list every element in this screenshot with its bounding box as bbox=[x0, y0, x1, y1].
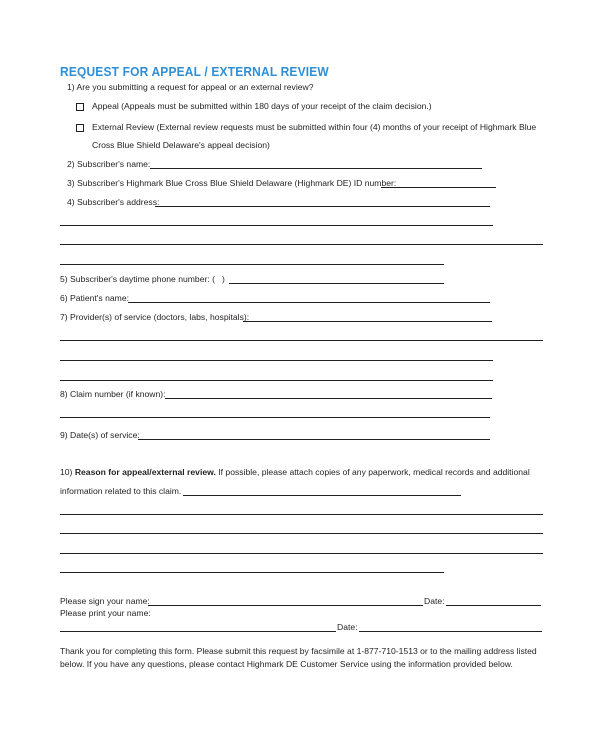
subscriber-address-field[interactable] bbox=[155, 206, 490, 207]
appeal-checkbox[interactable] bbox=[76, 103, 84, 111]
q10-num: 10) bbox=[60, 467, 73, 477]
providers-line-2[interactable] bbox=[60, 340, 543, 341]
print-date-field[interactable] bbox=[359, 631, 542, 632]
reason-line-3[interactable] bbox=[60, 533, 543, 534]
q9-label: 9) Date(s) of service: bbox=[60, 430, 140, 440]
q4-label: 4) Subscriber's address: bbox=[67, 197, 160, 207]
subscriber-address-line-3[interactable] bbox=[60, 244, 543, 245]
appeal-option-label: Appeal (Appeals must be submitted within 180 days of your receipt of the claim decision.) bbox=[92, 101, 432, 111]
q6-label: 6) Patient's name: bbox=[60, 293, 129, 303]
q10-label bbox=[60, 467, 530, 478]
reason-field[interactable] bbox=[183, 495, 461, 496]
sign-date-label: Date: bbox=[424, 596, 445, 606]
reason-line-4[interactable] bbox=[60, 553, 543, 554]
reason-line-5[interactable] bbox=[60, 572, 444, 573]
form-title: REQUEST FOR APPEAL / EXTERNAL REVIEW bbox=[60, 64, 329, 79]
providers-line-4[interactable] bbox=[60, 380, 493, 381]
providers-line-3[interactable] bbox=[60, 360, 493, 361]
q8-label: 8) Claim number (if known): bbox=[60, 389, 166, 399]
q3-label: 3) Subscriber's Highmark Blue Cross Blue Shield Delaware (Highmark DE) ID number: bbox=[67, 178, 397, 188]
footer-text-1: Thank you for completing this form. Please submit this request by facsimile at 1-877-710-1513 or to the mailing address listed bbox=[60, 646, 537, 656]
subscriber-name-field[interactable] bbox=[150, 168, 482, 169]
sign-date-field[interactable] bbox=[446, 605, 541, 606]
q10-rest: If possible, please attach copies of any paperwork, medical records and additional bbox=[218, 467, 530, 477]
q2-label: 2) Subscriber's name: bbox=[67, 159, 151, 169]
providers-field[interactable] bbox=[243, 321, 492, 322]
footer-text-2: below. If you have any questions, please contact Highmark DE Customer Service using the information provided below. bbox=[60, 659, 513, 669]
sign-label: Please sign your name: bbox=[60, 596, 150, 606]
q10-label-cont: information related to this claim. bbox=[60, 486, 182, 496]
daytime-phone-field[interactable] bbox=[229, 283, 444, 284]
signature-field[interactable] bbox=[148, 605, 423, 606]
dates-of-service-field[interactable] bbox=[138, 439, 490, 440]
print-date-label: Date: bbox=[337, 622, 358, 632]
q5-label: 5) Subscriber's daytime phone number: ( bbox=[60, 274, 215, 284]
q5-paren: ) bbox=[222, 274, 225, 284]
printed-name-field[interactable] bbox=[60, 631, 336, 632]
subscriber-address-line-2[interactable] bbox=[60, 225, 493, 226]
q1-label: 1) Are you submitting a request for appeal or an external review? bbox=[67, 82, 314, 92]
external-review-checkbox[interactable] bbox=[76, 124, 84, 132]
q10-bold: Reason for appeal/external review. bbox=[74, 467, 216, 477]
external-review-option-label-cont: Cross Blue Shield Delaware's appeal decision) bbox=[92, 140, 270, 150]
q7-label: 7) Provider(s) of service (doctors, labs, hospitals): bbox=[60, 312, 250, 322]
reason-line-2[interactable] bbox=[60, 514, 543, 515]
patient-name-field[interactable] bbox=[128, 302, 490, 303]
subscriber-address-line-4[interactable] bbox=[60, 264, 444, 265]
external-review-option-label: External Review (External review requests must be submitted within four (4) months of your receipt of Highmark Blue bbox=[92, 122, 537, 132]
claim-number-field[interactable] bbox=[165, 398, 492, 399]
print-label: Please print your name: bbox=[60, 608, 151, 618]
subscriber-id-field[interactable] bbox=[381, 187, 496, 188]
claim-number-line-2[interactable] bbox=[60, 417, 490, 418]
